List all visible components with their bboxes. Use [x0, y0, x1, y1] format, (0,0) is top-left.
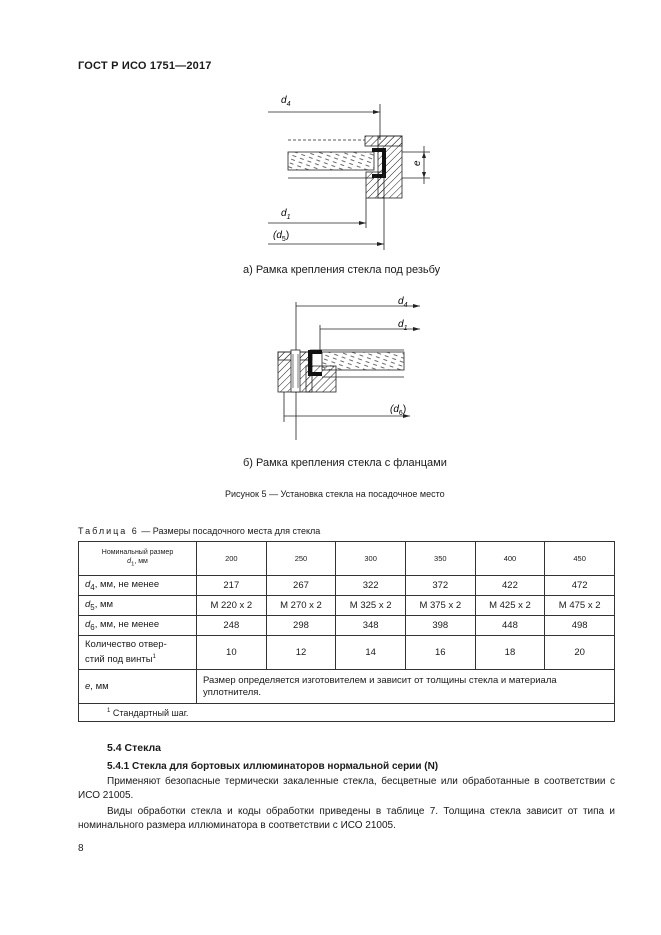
table-footnote-row: [79, 704, 615, 722]
figure-b-drawing: [0, 290, 661, 440]
table-cell: 16: [405, 636, 475, 670]
dim-label-d5: $(d_5)$: [273, 230, 290, 243]
table-cell: M 325 x 2: [336, 596, 406, 616]
table-cell: 472: [545, 576, 615, 596]
dim-label-d6: $(d_6)$: [390, 404, 407, 417]
table-cell: M 375 x 2: [405, 596, 475, 616]
table-cell: M 475 x 2: [545, 596, 615, 616]
figure-caption-a: а) Рамка крепления стекла под резьбу: [243, 264, 441, 276]
subsection-heading: 5.4.1 Стекла для бортовых иллюминаторов нормальной серии (N): [107, 761, 439, 772]
size-header: 200: [197, 542, 267, 576]
table-note-cell: Размер определяется изготовителем и зависит от толщины стекла и материала уплотнителя.: [197, 670, 615, 704]
table-row-holes: [79, 636, 615, 670]
table-row-e: [79, 670, 615, 704]
table-cell: 248: [197, 616, 267, 636]
dim-label-d1-a: $d_1$: [281, 208, 291, 221]
table-cell: 267: [266, 576, 336, 596]
table-row-d6: [79, 616, 615, 636]
size-header: 400: [475, 542, 545, 576]
table-row-d4: [79, 576, 615, 596]
paragraph-2: Виды обработки стекла и коды обработки приведены в таблице 7. Толщина стекла зависит от типа и номинального размера иллюминатора в соответствии с ИСО 21005.: [78, 806, 615, 831]
row-header: $d_4$, мм, не менее: [79, 576, 197, 596]
table-cell: 18: [475, 636, 545, 670]
table-cell: 422: [475, 576, 545, 596]
row-header: $d_6$, мм, не менее: [79, 616, 197, 636]
size-header: 250: [266, 542, 336, 576]
row-header: e, мм: [79, 670, 197, 704]
table-cell: 12: [266, 636, 336, 670]
row-header: Количество отвер- стий под винты$^1$: [79, 636, 197, 670]
table-cell: 298: [266, 616, 336, 636]
table-cell: 348: [336, 616, 406, 636]
table-header-row: [79, 542, 615, 576]
table-cell: 217: [197, 576, 267, 596]
page-number: 8: [78, 843, 84, 854]
table-cell: 322: [336, 576, 406, 596]
figure-title: Рисунок 5 — Установка стекла на посадочное место: [225, 489, 445, 499]
document-header: ГОСТ Р ИСО 1751—2017: [78, 60, 212, 72]
section-heading: 5.4 Стекла: [107, 742, 161, 754]
table-caption: Таблица 6 — Размеры посадочного места для стекла: [78, 526, 321, 536]
table-cell: 398: [405, 616, 475, 636]
size-header: 300: [336, 542, 406, 576]
figure-a-drawing: [0, 0, 661, 280]
corner-cell: Номинальный размер $d_1$, мм: [79, 542, 197, 576]
table-cell: M 425 x 2: [475, 596, 545, 616]
size-header: 350: [405, 542, 475, 576]
row-header: $d_5$, мм: [79, 596, 197, 616]
table-cell: M 220 x 2: [197, 596, 267, 616]
table-cell: 448: [475, 616, 545, 636]
dim-label-d1-b: $d_1$: [398, 319, 408, 332]
dim-label-d4-b: $d_4$: [398, 296, 408, 309]
table-cell: 10: [197, 636, 267, 670]
figure-caption-b: б) Рамка крепления стекла с фланцами: [243, 457, 447, 469]
dimensions-table: [78, 541, 615, 722]
table-cell: 20: [545, 636, 615, 670]
dim-label-d4-a: $d_4$: [281, 95, 291, 108]
paragraph-1: Применяют безопасные термически закаленные стекла, бесцветные или обработанные в соответствии с ИСО 21005.: [78, 776, 615, 801]
dim-label-e: e: [412, 160, 423, 166]
table-cell: M 270 x 2: [266, 596, 336, 616]
table-row-d5: [79, 596, 615, 616]
size-header: 450: [545, 542, 615, 576]
table-footnote: $^1$ Стандартный шаг.: [79, 704, 615, 722]
table-cell: 14: [336, 636, 406, 670]
table-cell: 372: [405, 576, 475, 596]
table-cell: 498: [545, 616, 615, 636]
